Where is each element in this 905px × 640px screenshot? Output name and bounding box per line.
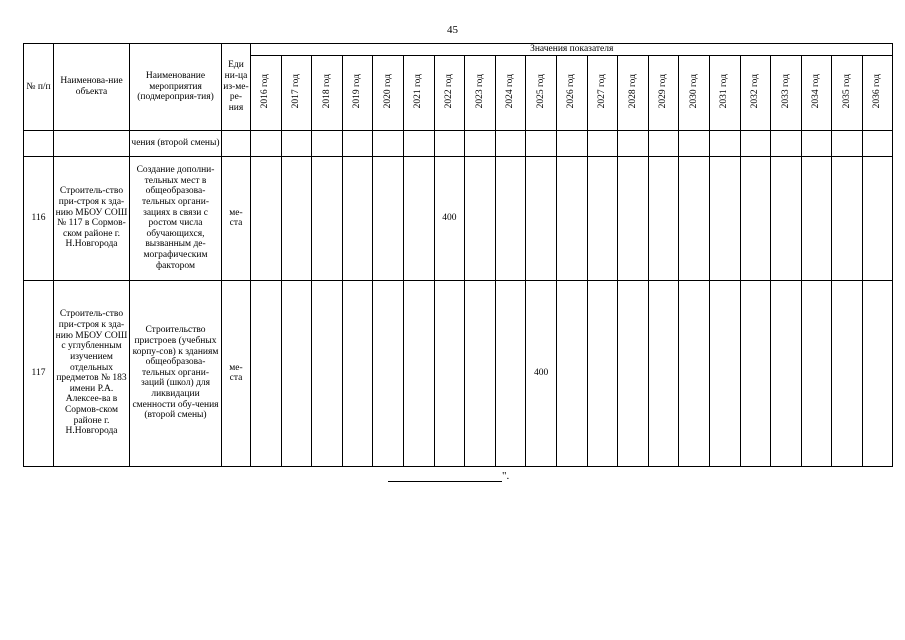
row-value-cell (587, 156, 618, 280)
row-value-cell (709, 280, 740, 466)
row-unit (222, 130, 251, 156)
row-value-cell (648, 280, 679, 466)
header-year (679, 55, 710, 130)
row-value-cell (403, 156, 434, 280)
header-year (465, 55, 496, 130)
header-year (281, 55, 312, 130)
row-value-cell (740, 156, 771, 280)
row-event: Создание дополни-тельных мест в общеобразова-тельных органи-зациях в связи с ростом числа обучающихся, вызванным де-мографическим фактором (130, 156, 222, 280)
row-value-cell (648, 130, 679, 156)
table-row (24, 156, 893, 280)
row-value-cell (251, 156, 282, 280)
row-value-cell (434, 280, 465, 466)
signature-line (388, 471, 502, 482)
header-year-label: 2031 год (719, 73, 730, 108)
header-year (251, 55, 282, 130)
header-year (526, 55, 557, 130)
row-value-cell (740, 130, 771, 156)
row-value-cell (556, 156, 587, 280)
header-year-label: 2033 год (780, 73, 791, 108)
row-value-cell (801, 156, 832, 280)
header-year-label: 2035 год (841, 73, 852, 108)
row-object (54, 130, 130, 156)
row-value-cell (648, 156, 679, 280)
row-value-cell (862, 156, 893, 280)
header-year (342, 55, 373, 130)
header-unit: Еди ни-ца из-ме-ре-ния (222, 44, 251, 131)
row-value-cell (618, 280, 649, 466)
header-year (740, 55, 771, 130)
row-value-cell (251, 280, 282, 466)
indicator-table (23, 43, 893, 467)
row-value-cell (312, 280, 343, 466)
row-value-cell (587, 280, 618, 466)
row-event: чения (второй смены) (130, 130, 222, 156)
header-year (373, 55, 404, 130)
header-year-label: 2027 год (597, 73, 608, 108)
row-value-cell (862, 130, 893, 156)
row-value-cell (771, 280, 802, 466)
row-value-cell (832, 280, 863, 466)
header-year (403, 55, 434, 130)
row-value-cell (618, 156, 649, 280)
table-row (24, 280, 893, 466)
header-year (709, 55, 740, 130)
row-unit: ме-ста (222, 280, 251, 466)
header-year-label: 2034 год (811, 73, 822, 108)
header-year (771, 55, 802, 130)
row-value-cell (434, 130, 465, 156)
header-year-label: 2024 год (505, 73, 516, 108)
row-value-cell (801, 130, 832, 156)
header-year-label: 2028 год (627, 73, 638, 108)
closing-quote: ". (502, 470, 510, 482)
row-value-cell (312, 156, 343, 280)
row-value-cell (771, 156, 802, 280)
header-year-label: 2025 год (535, 73, 546, 108)
header-year (618, 55, 649, 130)
row-value-cell (556, 130, 587, 156)
header-year-label: 2022 год (444, 73, 455, 108)
header-year (648, 55, 679, 130)
header-year-label: 2016 год (260, 73, 271, 108)
row-value-cell: 400 (434, 156, 465, 280)
row-num: 117 (24, 280, 54, 466)
row-num: 116 (24, 156, 54, 280)
header-year-label: 2021 год (413, 73, 424, 108)
table-row (24, 130, 893, 156)
row-value-cell (679, 156, 710, 280)
header-year (801, 55, 832, 130)
row-object: Строитель-ство при-строя к зда-нию МБОУ СОШ с углубленным изучением отдельных предметов № 183 имени Р.А. Алексее-ва в Сормов-ском районе г. Н.Новгорода (54, 280, 130, 466)
row-value-cell (495, 130, 526, 156)
row-value-cell (403, 280, 434, 466)
row-value-cell (403, 130, 434, 156)
row-value-cell (679, 130, 710, 156)
row-value-cell (373, 156, 404, 280)
page-number: 45 (447, 24, 458, 36)
header-year-label: 2032 год (749, 73, 760, 108)
row-value-cell (342, 130, 373, 156)
row-value-cell (342, 280, 373, 466)
header-year-label: 2020 год (382, 73, 393, 108)
row-value-cell (740, 280, 771, 466)
header-year-label: 2030 год (688, 73, 699, 108)
row-value-cell (709, 130, 740, 156)
row-value-cell (342, 156, 373, 280)
header-year (434, 55, 465, 130)
header-object: Наименова-ние объекта (54, 44, 130, 131)
row-value-cell (281, 280, 312, 466)
header-year-label: 2026 год (566, 73, 577, 108)
row-value-cell (587, 130, 618, 156)
closing-mark (388, 470, 509, 482)
row-object: Строитель-ство при-строя к зда-нию МБОУ СОШ № 117 в Сормов-ском районе г. Н.Новгорода (54, 156, 130, 280)
row-value-cell (771, 130, 802, 156)
header-values-title: Значения показателя (251, 44, 893, 56)
header-num: № п/п (24, 44, 54, 131)
header-year (862, 55, 893, 130)
header-year-label: 2023 год (474, 73, 485, 108)
header-year-label: 2019 год (352, 73, 363, 108)
row-value-cell (465, 280, 496, 466)
row-value-cell (862, 280, 893, 466)
row-unit: ме-ста (222, 156, 251, 280)
header-year-label: 2018 год (321, 73, 332, 108)
header-year (587, 55, 618, 130)
row-value-cell (312, 130, 343, 156)
row-value-cell (556, 280, 587, 466)
row-value-cell (373, 130, 404, 156)
header-year (556, 55, 587, 130)
row-value-cell (618, 130, 649, 156)
header-event: Наименование мероприятия (подмероприя-тия) (130, 44, 222, 131)
row-event: Строительство пристроев (учебных корпу-сов) к зданиям общеобразова-тельных органи-заций (школ) для ликвидации сменности обу-чения (второй смены) (130, 280, 222, 466)
header-year (832, 55, 863, 130)
row-num (24, 130, 54, 156)
row-value-cell (709, 156, 740, 280)
header-year-label: 2017 год (291, 73, 302, 108)
row-value-cell (801, 280, 832, 466)
header-year-label: 2029 год (658, 73, 669, 108)
row-value-cell (832, 130, 863, 156)
row-value-cell (526, 130, 557, 156)
row-value-cell (832, 156, 863, 280)
row-value-cell (495, 280, 526, 466)
row-value-cell (679, 280, 710, 466)
row-value-cell (495, 156, 526, 280)
row-value-cell (281, 156, 312, 280)
header-year-label: 2036 год (872, 73, 883, 108)
row-value-cell (251, 130, 282, 156)
header-year (495, 55, 526, 130)
header-year (312, 55, 343, 130)
row-value-cell (465, 130, 496, 156)
row-value-cell (465, 156, 496, 280)
row-value-cell: 400 (526, 280, 557, 466)
row-value-cell (526, 156, 557, 280)
row-value-cell (281, 130, 312, 156)
row-value-cell (373, 280, 404, 466)
